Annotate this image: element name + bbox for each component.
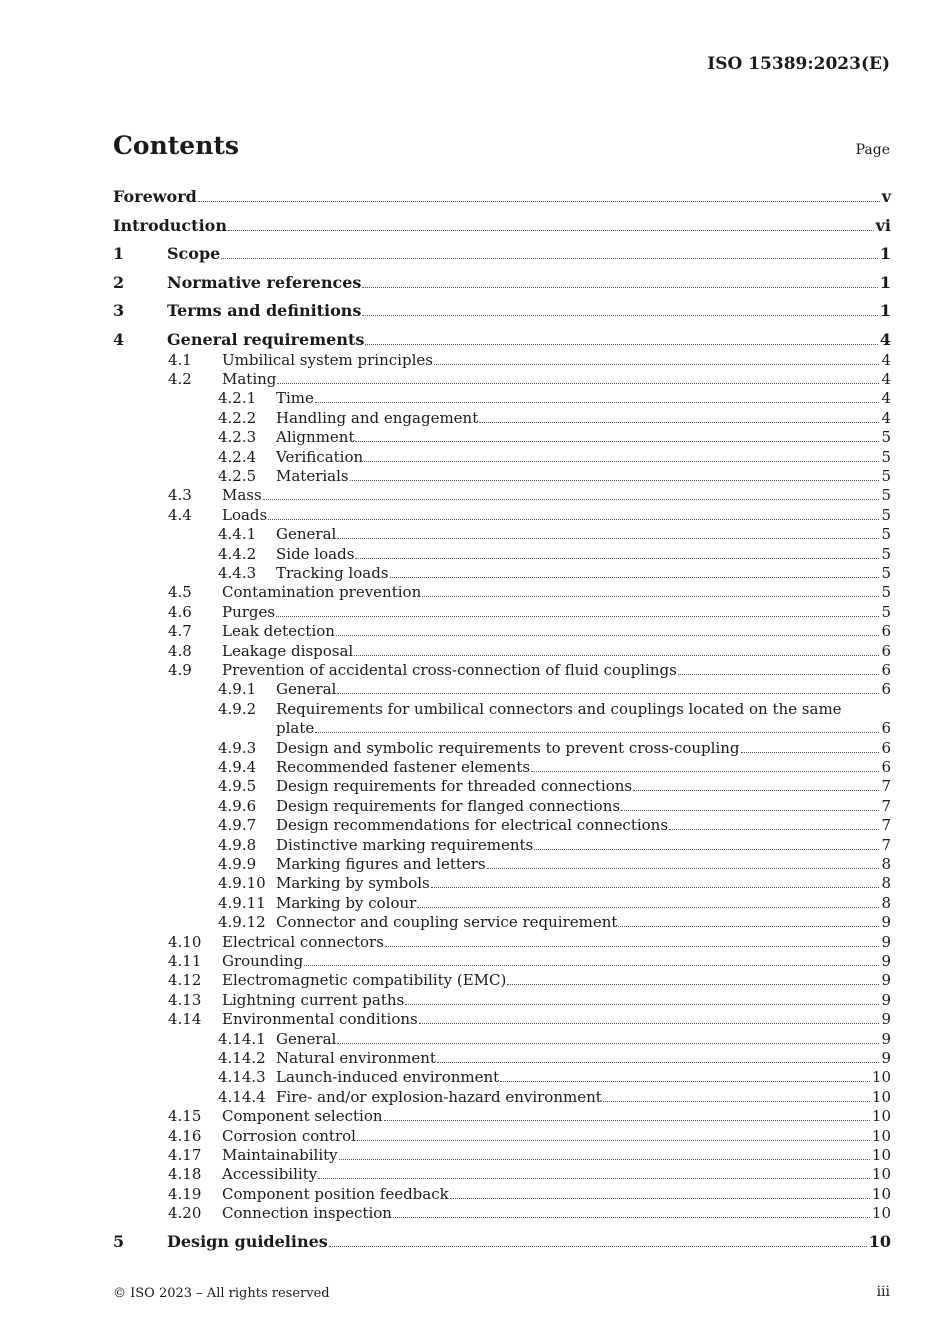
- toc-entry[interactable]: [113, 1146, 891, 1164]
- toc-entry[interactable]: [113, 797, 891, 815]
- toc-dot-leader: [198, 200, 880, 202]
- toc-entry[interactable]: [113, 1030, 891, 1048]
- toc-entry-title: Purges: [222, 602, 276, 621]
- toc-entry-number: 4.11: [168, 951, 202, 970]
- toc-dot-leader: [531, 770, 879, 772]
- toc-dot-leader: [669, 828, 879, 830]
- toc-dot-leader: [507, 983, 879, 985]
- toc-entry-page: 10: [871, 1068, 891, 1087]
- toc-entry-number: 1: [113, 244, 125, 263]
- toc-entry[interactable]: [113, 409, 891, 427]
- toc-entry-page: 4: [881, 350, 891, 369]
- toc-entry-number: 4.16: [168, 1126, 202, 1145]
- toc-entry-number: 4.9.6: [218, 796, 257, 815]
- toc-entry-number: 4.10: [168, 932, 202, 951]
- toc-dot-leader: [277, 382, 879, 384]
- toc-entry[interactable]: [113, 467, 891, 485]
- toc-entry-number: 4.3: [168, 486, 192, 505]
- toc-entry-title: Electrical connectors: [222, 932, 384, 951]
- toc-entry-number: 4.5: [168, 583, 192, 602]
- toc-entry-title: Design guidelines: [167, 1231, 328, 1251]
- toc-dot-leader: [304, 964, 879, 966]
- toc-entry[interactable]: [113, 661, 891, 679]
- toc-dot-leader: [393, 1216, 870, 1218]
- toc-entry-page: 5: [881, 563, 891, 582]
- toc-entry-title: General: [276, 680, 337, 699]
- toc-entry-page: 9: [881, 990, 891, 1009]
- toc-entry-title: plate: [276, 719, 315, 738]
- toc-dot-leader: [741, 751, 880, 753]
- toc-dot-leader: [336, 634, 880, 636]
- toc-entry-page: 10: [868, 1231, 891, 1251]
- toc-entry-page: 5: [881, 447, 891, 466]
- toc-entry[interactable]: [113, 622, 891, 640]
- toc-entry[interactable]: [113, 603, 891, 621]
- toc-entry-number: 4.9.1: [218, 680, 257, 699]
- toc-entry-number: 4.4.3: [218, 563, 257, 582]
- toc-entry[interactable]: [113, 545, 891, 563]
- toc-entry-page: 1: [879, 244, 891, 263]
- toc-entry-page: 8: [881, 874, 891, 893]
- toc-dot-leader: [384, 1119, 870, 1121]
- toc-entry[interactable]: [113, 389, 891, 407]
- toc-entry[interactable]: [113, 1233, 891, 1251]
- toc-dot-leader: [337, 1042, 879, 1044]
- toc-dot-leader: [228, 229, 874, 231]
- toc-entry-title: Alignment: [276, 428, 355, 447]
- toc-entry-title: Contamination prevention: [222, 583, 422, 602]
- toc-entry-title: Introduction: [113, 215, 227, 235]
- toc-dot-leader: [417, 906, 879, 908]
- toc-dot-leader: [350, 479, 880, 481]
- toc-entry-title: Launch-induced environment: [276, 1068, 500, 1087]
- toc-entry-page: 7: [881, 777, 891, 796]
- toc-entry-title: Distinctive marking requirements: [276, 835, 534, 854]
- toc-entry-page: 10: [871, 1107, 891, 1126]
- toc-entry-number: 4.1: [168, 350, 192, 369]
- toc-entry-title: Marking figures and letters: [276, 854, 486, 873]
- toc-entry-number: 4.6: [168, 602, 192, 621]
- toc-entry-title: Corrosion control: [222, 1126, 356, 1145]
- toc-entry-page: 5: [881, 525, 891, 544]
- toc-dot-leader: [221, 257, 878, 259]
- toc-dot-leader: [450, 1197, 870, 1199]
- toc-entry-number: 4.15: [168, 1107, 202, 1126]
- toc-dot-leader: [618, 925, 879, 927]
- toc-entry-title: Lightning current paths: [222, 990, 405, 1009]
- toc-entry-page: 6: [881, 757, 891, 776]
- toc-entry-number: 4.9.11: [218, 893, 266, 912]
- toc-entry-title: Scope: [167, 244, 221, 263]
- toc-entry-title: Side loads: [276, 544, 355, 563]
- toc-entry[interactable]: [113, 564, 891, 582]
- toc-entry-number: 4.9.4: [218, 757, 257, 776]
- toc-entry-page: vi: [875, 215, 891, 235]
- toc-entry-page: 10: [871, 1184, 891, 1203]
- toc-entry[interactable]: [113, 739, 891, 757]
- toc-entry-title: General: [276, 525, 337, 544]
- toc-dot-leader: [633, 789, 879, 791]
- toc-entry-page: 5: [881, 544, 891, 563]
- toc-entry-number: 4.17: [168, 1145, 202, 1164]
- toc-dot-leader: [500, 1080, 870, 1082]
- toc-entry-number: 2: [113, 272, 125, 292]
- toc-dot-leader: [362, 286, 877, 288]
- toc-entry-title: Time: [276, 389, 314, 408]
- toc-dot-leader: [315, 731, 879, 733]
- toc-entry-page: 5: [881, 602, 891, 621]
- toc-entry-number: 5: [113, 1231, 125, 1251]
- toc-dot-leader: [357, 1139, 870, 1141]
- toc-entry-page: 5: [881, 466, 891, 485]
- toc-entry-title: Terms and definitions: [167, 301, 362, 320]
- toc-entry-page: 6: [881, 738, 891, 757]
- toc-entry[interactable]: [113, 758, 891, 776]
- copyright-notice: © ISO 2023 – All rights reserved: [113, 1286, 330, 1301]
- toc-dot-leader: [315, 401, 880, 403]
- toc-entry[interactable]: [113, 486, 891, 504]
- page-column-label: Page: [855, 142, 890, 158]
- toc-entry[interactable]: [113, 583, 891, 601]
- toc-entry-page: 6: [881, 680, 891, 699]
- toc-entry-page: 4: [881, 389, 891, 408]
- toc-dot-leader: [364, 460, 879, 462]
- toc-entry-number: 4.14.4: [218, 1087, 266, 1106]
- toc-entry-title: Component position feedback: [222, 1184, 449, 1203]
- toc-entry-title: Marking by colour: [276, 893, 417, 912]
- toc-entry[interactable]: [113, 971, 891, 989]
- toc-entry[interactable]: [113, 991, 891, 1009]
- toc-entry-title: Fire- and/or explosion-hazard environment: [276, 1087, 602, 1106]
- toc-entry-page: 9: [881, 971, 891, 990]
- toc-entry-page: 9: [881, 932, 891, 951]
- toc-entry-number: 4.9.7: [218, 816, 257, 835]
- toc-entry-page: 7: [881, 835, 891, 854]
- toc-entry-number: 4.12: [168, 971, 202, 990]
- toc-dot-leader: [339, 1158, 870, 1160]
- toc-entry-title: Component selection: [222, 1107, 383, 1126]
- toc-entry-number: 4.7: [168, 622, 192, 641]
- toc-entry-page: 6: [881, 622, 891, 641]
- toc-entry-title: Design requirements for threaded connections: [276, 777, 633, 796]
- toc-dot-leader: [437, 1061, 880, 1063]
- toc-entry-number: 4.9: [168, 660, 192, 679]
- toc-entry-title: Design and symbolic requirements to prevent cross-coupling: [276, 738, 740, 757]
- toc-entry-title: Grounding: [222, 951, 304, 970]
- toc-entry-page: 10: [871, 1126, 891, 1145]
- toc-entry-page: 5: [881, 505, 891, 524]
- toc-entry-page: 7: [881, 796, 891, 815]
- toc-entry[interactable]: [113, 719, 891, 737]
- toc-dot-leader: [337, 537, 879, 539]
- toc-entry[interactable]: [113, 245, 891, 263]
- toc-entry-number: 3: [113, 301, 125, 320]
- toc-entry-page: 6: [881, 719, 891, 738]
- toc-entry-title: Mass: [222, 486, 262, 505]
- toc-entry[interactable]: [113, 894, 891, 912]
- toc-entry[interactable]: [113, 933, 891, 951]
- toc-dot-leader: [434, 363, 880, 365]
- toc-entry-title: Connector and coupling service requirement: [276, 913, 618, 932]
- toc-entry-number: 4.2.5: [218, 466, 257, 485]
- toc-entry-number: 4.20: [168, 1204, 202, 1223]
- toc-entry-number: 4.14.1: [218, 1029, 266, 1048]
- toc-dot-leader: [318, 1177, 870, 1179]
- toc-entry-number: 4: [113, 329, 125, 349]
- toc-entry-title: Handling and engagement: [276, 408, 479, 427]
- toc-entry-page: 8: [881, 854, 891, 873]
- toc-entry[interactable]: [113, 448, 891, 466]
- toc-entry[interactable]: [113, 1010, 891, 1028]
- toc-entry-number: 4.2: [168, 369, 192, 388]
- toc-entry[interactable]: [113, 680, 891, 698]
- toc-entry[interactable]: [113, 642, 891, 660]
- toc-entry[interactable]: [113, 370, 891, 388]
- toc-entry[interactable]: [113, 217, 891, 235]
- toc-entry-title: Mating: [222, 369, 277, 388]
- toc-entry-page: 4: [881, 369, 891, 388]
- toc-entry-page: 9: [881, 1010, 891, 1029]
- toc-entry[interactable]: [113, 1107, 891, 1125]
- toc-dot-leader: [405, 1003, 879, 1005]
- toc-dot-leader: [678, 673, 880, 675]
- toc-entry-title: Normative references: [167, 272, 362, 292]
- toc-entry-title: Accessibility: [222, 1165, 318, 1184]
- toc-dot-leader: [362, 314, 877, 316]
- toc-dot-leader: [422, 595, 879, 597]
- toc-dot-leader: [337, 692, 879, 694]
- toc-entry-number: 4.4: [168, 505, 192, 524]
- toc-dot-leader: [534, 848, 879, 850]
- toc-entry-page: 9: [881, 913, 891, 932]
- page-title: Contents: [113, 131, 240, 160]
- toc-entry-title: Materials: [276, 466, 349, 485]
- toc-entry-page: 9: [881, 1029, 891, 1048]
- toc-entry-number: 4.14.3: [218, 1068, 266, 1087]
- toc-entry-number: 4.2.3: [218, 428, 257, 447]
- toc-dot-leader: [268, 518, 879, 520]
- toc-entry[interactable]: [113, 816, 891, 834]
- toc-entry-title: Verification: [276, 447, 364, 466]
- toc-entry[interactable]: [113, 952, 891, 970]
- toc-entry-number: 4.14.2: [218, 1048, 266, 1067]
- toc-entry[interactable]: [113, 525, 891, 543]
- toc-entry[interactable]: [113, 1127, 891, 1145]
- document-id-header: ISO 15389:2023(E): [707, 54, 890, 74]
- toc-dot-leader: [276, 615, 879, 617]
- toc-entry[interactable]: [113, 428, 891, 446]
- toc-entry-title: Environmental conditions: [222, 1010, 418, 1029]
- toc-dot-leader: [355, 557, 879, 559]
- toc-entry-number: 4.19: [168, 1184, 202, 1203]
- toc-entry-page: 10: [871, 1165, 891, 1184]
- toc-entry-title: Connection inspection: [222, 1204, 392, 1223]
- toc-entry-number: 4.14: [168, 1010, 202, 1029]
- toc-entry-title: Loads: [222, 505, 268, 524]
- toc-entry[interactable]: [113, 836, 891, 854]
- toc-entry[interactable]: [113, 1088, 891, 1106]
- toc-entry-page: 8: [881, 893, 891, 912]
- toc-entry-title: Tracking loads: [276, 563, 389, 582]
- toc-entry-page: 10: [871, 1204, 891, 1223]
- toc-dot-leader: [603, 1100, 870, 1102]
- toc-entry-page: 5: [881, 583, 891, 602]
- toc-entry-title: General requirements: [167, 329, 365, 349]
- toc-entry-page: 10: [871, 1145, 891, 1164]
- toc-entry-title: Leak detection: [222, 622, 335, 641]
- toc-entry-page: 7: [881, 816, 891, 835]
- toc-entry-title: Design recommendations for electrical connections: [276, 816, 669, 835]
- toc-entry-title: Foreword: [113, 187, 197, 206]
- toc-entry[interactable]: [113, 331, 891, 349]
- toc-entry[interactable]: [113, 506, 891, 524]
- toc-entry[interactable]: [113, 302, 891, 320]
- toc-entry-title: Maintainability: [222, 1145, 338, 1164]
- toc-entry[interactable]: [113, 1165, 891, 1183]
- toc-entry-page: 4: [879, 329, 891, 349]
- toc-entry-title: Electromagnetic compatibility (EMC): [222, 971, 507, 990]
- toc-entry-page: 9: [881, 1048, 891, 1067]
- toc-dot-leader: [487, 867, 880, 869]
- toc-entry-page: 4: [881, 408, 891, 427]
- toc-entry-title: Recommended fastener elements: [276, 757, 531, 776]
- toc-dot-leader: [621, 809, 879, 811]
- toc-dot-leader: [329, 1245, 867, 1247]
- toc-entry-page: 5: [881, 486, 891, 505]
- toc-entry-page: 5: [881, 428, 891, 447]
- toc-entry-page: 1: [879, 301, 891, 320]
- toc-entry-title: Design requirements for flanged connections: [276, 796, 621, 815]
- toc-entry[interactable]: [113, 1185, 891, 1203]
- toc-entry-number: 4.9.8: [218, 835, 257, 854]
- toc-entry-number: 4.9.3: [218, 738, 257, 757]
- toc-dot-leader: [479, 421, 879, 423]
- toc-entry-title: Requirements for umbilical connectors and couplings located on the same: [276, 699, 842, 718]
- toc-entry-number: 4.8: [168, 641, 192, 660]
- toc-entry[interactable]: [113, 777, 891, 795]
- toc-entry-page: 6: [881, 641, 891, 660]
- toc-dot-leader: [365, 343, 878, 345]
- toc-entry-page: v: [881, 187, 891, 206]
- toc-entry-number: 4.9.2: [218, 699, 257, 718]
- toc-entry-page: 9: [881, 951, 891, 970]
- toc-entry-number: 4.18: [168, 1165, 202, 1184]
- toc-entry-page: 1: [879, 272, 891, 292]
- toc-entry-number: 4.4.1: [218, 525, 257, 544]
- toc-entry-number: 4.9.12: [218, 913, 266, 932]
- toc-entry[interactable]: [113, 188, 891, 206]
- toc-dot-leader: [263, 498, 880, 500]
- toc-entry-page: 6: [881, 660, 891, 679]
- toc-entry[interactable]: [113, 1068, 891, 1086]
- toc-entry-title: General: [276, 1029, 337, 1048]
- toc-entry[interactable]: [113, 351, 891, 369]
- toc-entry-number: 4.4.2: [218, 544, 257, 563]
- toc-dot-leader: [390, 576, 880, 578]
- toc-entry-title: Leakage disposal: [222, 641, 354, 660]
- toc-entry-number: 4.2.2: [218, 408, 257, 427]
- toc-entry-number: 4.2.1: [218, 389, 257, 408]
- toc-entry[interactable]: [113, 874, 891, 892]
- toc-dot-leader: [385, 945, 880, 947]
- toc-entry[interactable]: [113, 1049, 891, 1067]
- page-number: iii: [876, 1284, 890, 1300]
- toc-dot-leader: [354, 654, 879, 656]
- toc-entry[interactable]: [113, 913, 891, 931]
- toc-dot-leader: [355, 440, 879, 442]
- toc-entry-number: 4.9.10: [218, 874, 266, 893]
- toc-entry-number: 4.13: [168, 990, 202, 1009]
- toc-entry-page: 10: [871, 1087, 891, 1106]
- toc-entry-title: Umbilical system principles: [222, 350, 433, 369]
- toc-entry[interactable]: [113, 274, 891, 292]
- toc-entry-number: 4.9.9: [218, 854, 257, 873]
- toc-entry-title: Marking by symbols: [276, 874, 430, 893]
- toc-entry[interactable]: [113, 855, 891, 873]
- toc-entry-title: Natural environment: [276, 1048, 436, 1067]
- toc-entry-number: 4.9.5: [218, 777, 257, 796]
- toc-dot-leader: [419, 1022, 880, 1024]
- toc-entry-title: Prevention of accidental cross-connection of fluid couplings: [222, 660, 677, 679]
- toc-entry[interactable]: [113, 1204, 891, 1222]
- toc-entry-number: 4.2.4: [218, 447, 257, 466]
- toc-dot-leader: [431, 886, 880, 888]
- toc-entry[interactable]: [113, 700, 891, 718]
